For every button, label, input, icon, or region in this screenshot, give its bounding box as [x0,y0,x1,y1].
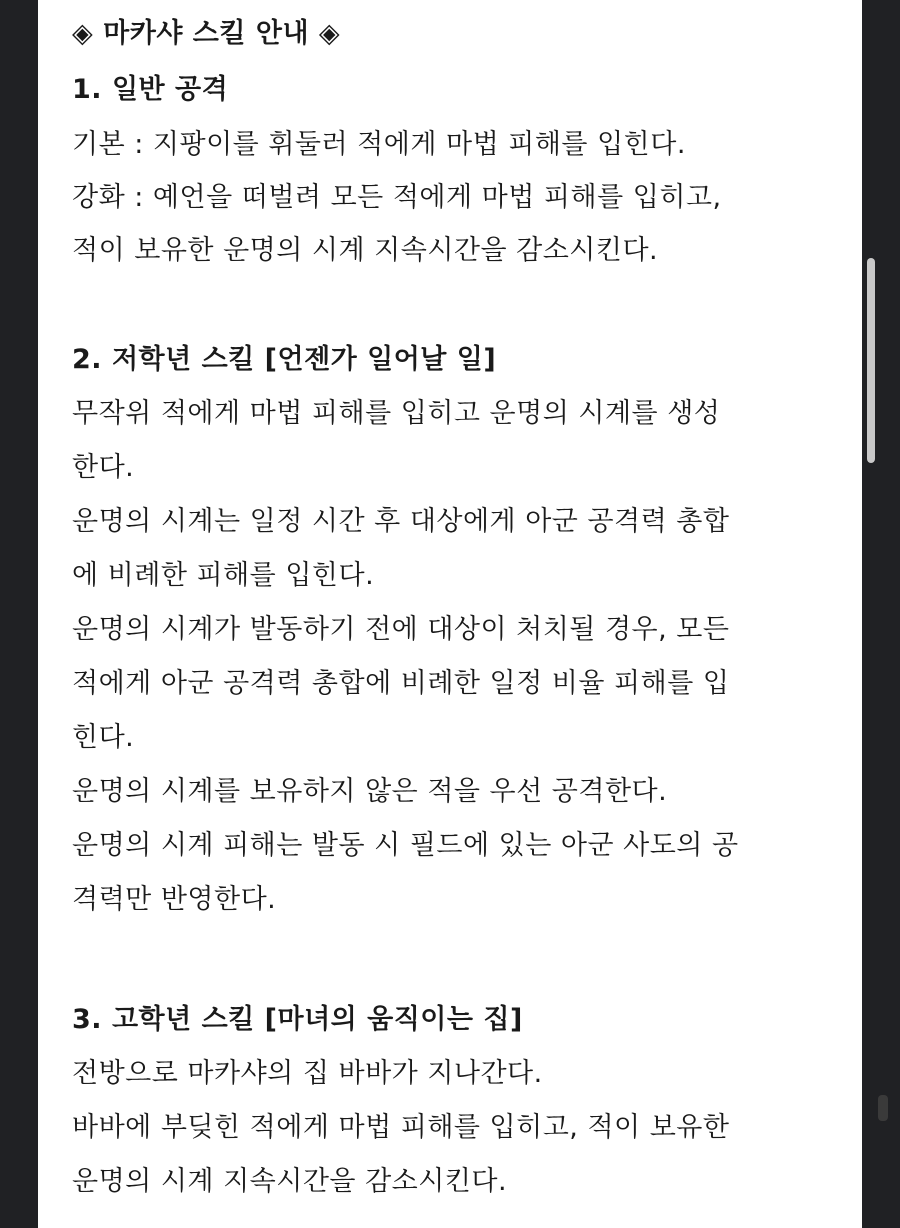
section-2-line-8: 운명의 시계를 보유하지 않은 적을 우선 공격한다. [72,776,668,807]
edge-handle [878,1095,888,1121]
section-1-line-1: 기본 : 지팡이를 휘둘러 적에게 마법 피해를 입힌다. [72,129,686,160]
section-3-heading: 3. 고학년 스킬 [마녀의 움직이는 집] [72,1004,523,1035]
section-3-line-3: 운명의 시계 지속시간을 감소시킨다. [72,1166,508,1197]
section-1-heading: 1. 일반 공격 [72,74,229,105]
section-1-line-2: 강화 : 예언을 떠벌려 모든 적에게 마법 피해를 입히고, [72,182,722,213]
section-2-line-9: 운명의 시계 피해는 발동 시 필드에 있는 아군 사도의 공 [72,830,739,861]
section-2-line-2: 한다. [72,452,135,483]
post-page [38,0,862,1228]
section-3-line-2: 바바에 부딪힌 적에게 마법 피해를 입히고, 적이 보유한 [72,1112,730,1143]
section-2-heading: 2. 저학년 스킬 [언젠가 일어날 일] [72,344,497,375]
section-3-line-1: 전방으로 마카샤의 집 바바가 지나간다. [72,1058,543,1089]
post-title: ◈ 마카샤 스킬 안내 ◈ [72,18,341,49]
section-2-line-3: 운명의 시계는 일정 시간 후 대상에게 아군 공격력 총합 [72,506,730,537]
section-2-line-6: 적에게 아군 공격력 총합에 비례한 일정 비율 피해를 입 [72,668,730,699]
section-1-line-3: 적이 보유한 운명의 시계 지속시간을 감소시킨다. [72,235,659,266]
section-2-line-7: 힌다. [72,722,135,753]
vertical-scrollbar[interactable] [867,258,875,463]
section-2-line-1: 무작위 적에게 마법 피해를 입히고 운명의 시계를 생성 [72,398,721,429]
section-2-line-5: 운명의 시계가 발동하기 전에 대상이 처치될 경우, 모든 [72,614,730,645]
section-2-line-10: 격력만 반영한다. [72,884,277,915]
section-2-line-4: 에 비례한 피해를 입힌다. [72,560,375,591]
